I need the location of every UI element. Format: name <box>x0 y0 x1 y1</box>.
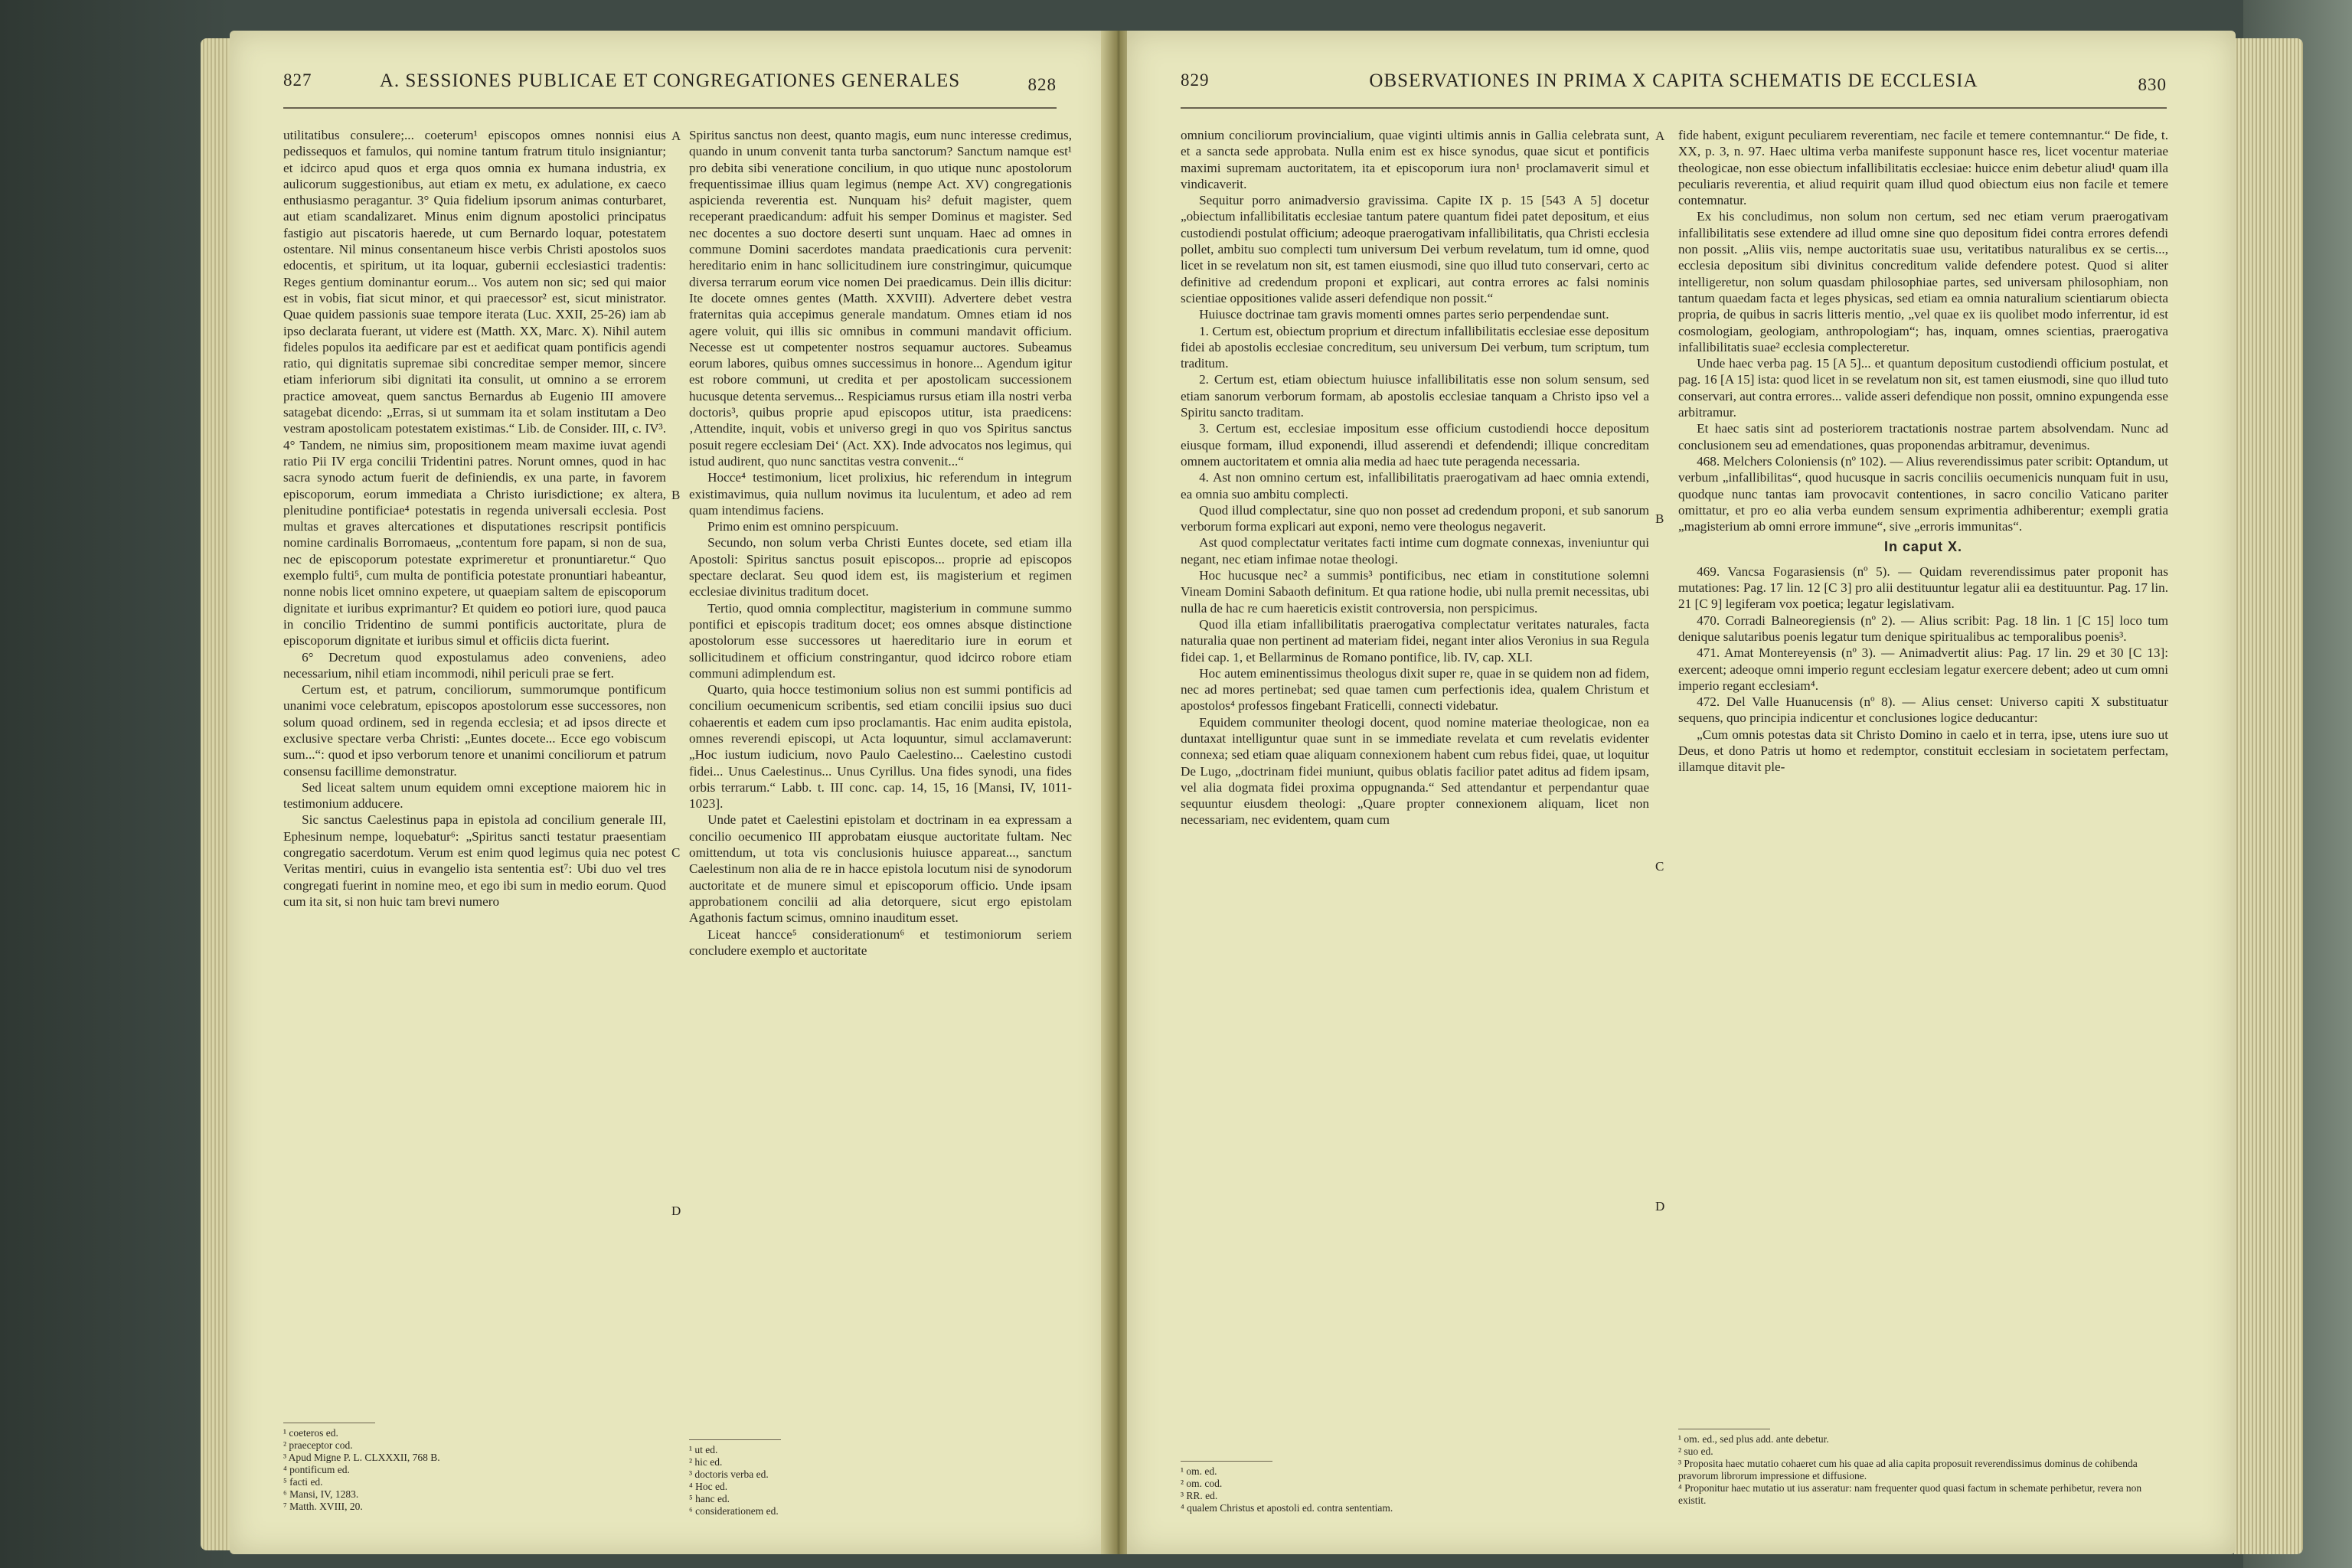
left-page <box>230 31 1110 1554</box>
footnote: ¹ coeteros ed. <box>283 1427 338 1439</box>
paragraph: 1. Certum est, obiectum proprium et directum infallibilitatis ecclesiae esse depositum fidei ab apostolis ecclesiae concreditum, seu universum Dei verbum, tum scriptum, tum traditum. <box>1181 323 1649 371</box>
paragraph: „Cum omnis potestas data sit Christo Domino in caelo et in terra, ipse, utens iure suo ut Deus, et dono Patris ut homo et redemptor, constituit ecclesiam in societatem perfectam, illamque ditavit ple- <box>1678 727 2168 775</box>
paragraph: 471. Amat Montereyensis (nº 3). — Animadvertit alius: Pag. 17 lin. 29 et 30 [C 13]: exercent; adeoque omni imperio regunt ecclesiam legatur exercere debent; adeo ut cum omni imperio regant ecclesiam⁴. <box>1678 645 2168 693</box>
page-number: 828 <box>1027 75 1057 94</box>
paragraph: utilitatibus consulere;... coeterum¹ episcopos omnes nonnisi eius pedissequos et famulos, qui nomine tantum fratrum titulo insigniantur; et idcirco apud quos et erga quos omnia ex humana industria, ex aulicorum suggestionibus, aut etiam ex metu, ex adulatione, ex caeco enthusiasmo peragantur. 3° Quia fidelium ipsorum animas conturbaret, aut etiam scandalizaret. Minus enim dignum apostolici principatus fastigio aut piscatoris haerede, ut cum Bernardo loquar, potestatem ostentare. Nil minus consentaneum hisce verbis Christi apostolos suos edocentis, et spiritum, ut ita loquar, gubernii ecclesiastici tradentis: Reges gentium dominantur eorum... Vos autem non sic; sed qui maior est in vobis, fiat sicut minor, et qui praecessor² est, sicut ministrator. Quae quidem passionis suae tempore iterata (Luc. XXII, 25-26) iam ab ipso declarata fuerant, ut videre est (Matth. XX, Marc. X). Nihil autem fideles populos ita aedificare par est et aedificat quam pontificis agendi ratio, qui dignitatis supremae sibi concreditae semper memor, sincere etiam inferiorum sibi dignitati ita consulit, ut omnino a se errorem practice amoveat, quem sanctus Bernardus ab Eugenio III amovere satagebat dicendo: „Erras, si ut summam ita et solam institutam a Deo vestram apostolicam potestatem existimas.“ Lib. de Consider. III, c. IV³. 4° Tandem, ne nimius sim, propositionem meam maxime iuvat agendi ratio Pii IV erga concilii Tridentini patres. Norunt omnes, quod in hac sacra synodo actum fuerit de definiendis, ex una parte, in favorem episcoporum, eorum immediata a Christo iurisdictione; ex altera, plenitudine pontificiae⁴ potestatis in regenda universali ecclesia. Post multas et graves altercationes et disputationes rescripsit pontificis nomine cardinalis Borromaeus, „contentum fore papam, si non de sua, nec de episcoporum potestate exprimeretur et pronuntiaretur.“ Quo exemplo fulti⁵, cum multa de pontificia potestate pronuntiari habeantur, nonne nobis licet omnino expetere, ut quaepiam saltem de episcoporum dignitate et iuribus exprimantur? Et quidem eo potiori iure, quod pauca in concilio Tridentino de summi pontificis auctoritate, plura de episcoporum dignitate et iuribus simul et officiis dicta fuerint. <box>283 128 666 648</box>
footnote: ¹ om. ed. <box>1181 1465 1217 1477</box>
paragraph: Ex his concludimus, non solum non certum, sed nec etiam verum praerogativam infallibilitatis sese extendere ad illud omne sine quo depositum fidei contra errores defendi non possit. „Aliis viis, nempe auctoritatis suae usu, veritatibus naturalibus ex se certis..., ecclesia depositum sibi divinitus concreditum valide defendere potest. Quod si aliter intelligeretur, non solum quasdam philosophiae partes, sed universam philosophiam, non tantum quaedam facta et leges physicas, sed etiam ea omnia naturalium scientiarum obiecta propria, de quibus in sacris litteris mentio, „vel quae ex iis quolibet modo inferrentur, id est cosmologiam, geologiam, anthropologiam“; has, inquam, omnes scientias, praerogativa infallibilitatis suae² ecclesia complecteretur. <box>1678 209 2168 354</box>
header-rule <box>283 107 1057 109</box>
paragraph: 4. Ast non omnino certum est, infallibilitatis praerogativam ad haec omnia extendi, ea omnia suo ambitu complecti. <box>1181 470 1649 501</box>
paragraph: 2. Certum est, etiam obiectum huiusce infallibilitatis esse non solum sensum, sed etiam sanorum verborum formam, ab apostolis ecclesiae tanquam a Christo ipso vel a Spiritu sancto traditam. <box>1181 372 1649 420</box>
paragraph: Quod illud complectatur, sine quo non posset ad credendum proponi, et sub sanorum verborum forma explicari aut exponi, nemo vere theologus negaverit. <box>1181 502 1649 534</box>
footnote: ⁷ Matth. XVIII, 20. <box>283 1501 363 1512</box>
paragraph: Primo enim est omnino perspicuum. <box>707 519 899 534</box>
paragraph: Tertio, quod omnia complectitur, magisterium in commune summo pontifici et episcopis traditum docet; eos omnes absque distinctione apostolorum esse successores ut haereditario iure in eorum et sollicitudinem et officium constringantur, quod idcirco robore etiam communi adimplendum est. <box>689 600 1072 681</box>
margin-letter: A <box>671 129 681 143</box>
footnote: ³ RR. ed. <box>1181 1490 1218 1501</box>
paragraph: 6° Decretum quod expostulamus adeo conveniens, adeo necessarium, nihil etiam incommodi, nihil periculi prae se fert. <box>283 649 666 681</box>
paragraph: 468. Melchers Coloniensis (nº 102). — Alius reverendissimus pater scribit: Optandum, ut verbum „infallibilitas“, quod hucusque in sacris conciliis oecumenicis nunquam fuit in usu, quodque nunc tantas iam provocavit contentiones, in sacro concilio Vaticano pariter omittatur, et pro eo alia verba eundem sensum exprimentia adhiberentur; exempli gratia „magisterium ab omni errore immune“, sive „erroris immunitas“. <box>1678 453 2168 534</box>
column-right-1 <box>1181 127 1649 828</box>
paragraph: Unde patet et Caelestini epistolam et doctrinam in ea expressam a concilio oecumenico III approbatam eiusque auctoritate fultam. Nec omittendum, ut tota vis conclusionis huiusce appareat..., sanctum Caelestinum non alia de re in hacce epistola locutum nisi de synodorum auctoritate et de munere simul et episcoporum officio. Unde ipsam approbationem concilii ad alia detorquere, sicut ergo epistolam Agathonis factum scimus, omnino inauditum esset. <box>689 812 1072 926</box>
footnote: ² om. cod. <box>1181 1478 1223 1489</box>
footnote: ⁶ considerationem ed. <box>689 1505 779 1517</box>
paragraph: Et haec satis sint ad posteriorem tractationis nostrae partem absolvendam. Nunc ad conclusionem seu ad emendationes, quas proponendas arbitramur, devenimus. <box>1678 421 2168 452</box>
footnote: ⁴ Hoc ed. <box>689 1481 728 1492</box>
page-number: 827 <box>283 70 312 90</box>
paragraph: Huiusce doctrinae tam gravis momenti omnes partes serio perpendendae sunt. <box>1199 307 1609 322</box>
footnote: ³ Apud Migne P. L. CLXXXII, 768 B. <box>283 1452 440 1463</box>
footnotes-left-2 <box>689 1444 1057 1517</box>
running-title: A. SESSIONES PUBLICAE ET CONGREGATIONES GENERALES <box>379 70 961 91</box>
footnotes-right-1 <box>1181 1465 1640 1514</box>
footnote: ³ Proposita haec mutatio cohaeret cum his quae ad alia capita proposuit reverendissimus dominus de cohibenda pravorum librorum impressione et diffusione. <box>1678 1458 2138 1481</box>
footnote: ⁵ facti ed. <box>283 1476 323 1488</box>
paragraph: 472. Del Valle Huanucensis (nº 8). — Alius censet: Universo capiti X substituatur sequens, quo principia indicentur et conclusiones logice deducantur: <box>1678 694 2168 726</box>
margin-letter: D <box>671 1204 681 1218</box>
header-rule <box>1181 107 2167 109</box>
paragraph: 3. Certum est, ecclesiae impositum esse officium custodiendi hocce depositum eiusque formam, illud exponendi, illud asserendi et defendendi; illique concreditam omnem auctoritatem et omnia alia media ad haec tute peragenda necessaria. <box>1181 421 1649 469</box>
paragraph: fide habent, exigunt peculiarem reverentiam, nec facile et temere contemnantur.“ De fide, t. XX, p. 3, n. 97. Haec ultima verba manifeste supponunt hasce res, licet vocentur materiae theologicae, non esse obiectum infallibilitatis ecclesiae: huicce enim debetur aliud¹ quam illa peculiaris reverentia, et aliud requirit quam illud quod obiectum eius non facile et temere contemnatur. <box>1678 128 2168 208</box>
paragraph: Hocce⁴ testimonium, licet prolixius, hic referendum in integrum existimavimus, quia nullum novimus ita luculentum, et adeo ad rem quam intendimus faciens. <box>689 470 1072 518</box>
paragraph: 469. Vancsa Fogarasiensis (nº 5). — Quidam reverendissimus pater proponit has mutationes: Pag. 17 lin. 12 [C 3] pro alii destituuntur legatur alii ea destituuntur. Pag. 17 lin. 21 [C 9] legiferam vox poetica; legatur legislativam. <box>1678 564 2168 612</box>
margin-letter: B <box>1655 511 1664 526</box>
paragraph: Equidem communiter theologi docent, quod nomine materiae theologicae, non ea duntaxat intelliguntur quae sunt in se immediate revelata et cum revelatis evidenter connexa; sed etiam quae aliquam connexionem habent cum rebus fidei, quae, ut loquitur De Lugo, „doctrinam fidei muniunt, quibus oblatis facilior patet aditus ad fidem ipsam, vel alia dogmata fidei proxima oppugnanda.“ Sed attendantur et perpendantur quae sequuntur eiusdem theologi: „Quare propter connexionem aliquam, licet non necessariam, nec evidentem, quam cum <box>1181 714 1649 828</box>
paragraph: Spiritus sanctus non deest, quanto magis, eum nunc interesse credimus, quando in unum convenit tanta turba sanctorum? Sanctum namque est¹ pro debita sibi veneratione concilium, in quo utique nunc apostolorum frequentissimae illius quam legimus (nempe Act. XV) congregationis aspicienda reverentia est. Nunquam his² defuit magister, quem receperant praedicandum: adfuit his semper Dominus et magister. Sed nec docentes a suo doctore deserti sunt unquam. Haec ad omnes in commune Domini sacerdotes mandata praedicationis cura pervenit: hereditario enim in hanc sollicitudinem iure constringimur, quicumque diversa terrarum eorum vice nomen Dei praedicamus. Dein illis dicitur: Ite docete omnes gentes (Matth. XXVIII). Advertere debet vestra fraternitas quia accepimus generale mandatum. Omnes etiam id nos agere voluit, qui illis sic omnibus in communi mandavit officium. Necesse est ut competenter nostros sequamur auctores. Subeamus eorum labores, quibus omnes successimus in honore... Agendum igitur est robore communi, ut credita et per apostolicam successionem hucusque detenta servemus... Respiciamus rursus etiam illa nostri verba doctoris³, quibus proprie apud episcopos utitur, ista praedicens: ‚Attendite, inquit, vobis et universo gregi in quo vos Spiritus sanctus posuit regere ecclesiam Dei‘ (Act. XX). Inde advocatos nos legimus, qui istud audirent, quo nunc sanctitas vestra convenit...“ <box>689 128 1072 469</box>
footnote: ⁶ Mansi, IV, 1283. <box>283 1488 359 1500</box>
paragraph: Certum est, et patrum, conciliorum, summorumque pontificum unanimi voce celebratum, episcopos apostolorum esse successores, non solum quoad ordinem, sed in regenda ecclesia; et ad ipsos directe et exclusive spectare verba Christi: „Euntes docete... Ecce ego vobiscum sum...“: quod et ipso verborum tenore et unanimi conciliorum et patrum consensu facillime demonstratur. <box>283 682 666 779</box>
footnote: ⁴ qualem Christus et apostoli ed. contra sententiam. <box>1181 1502 1393 1514</box>
page-edges-left <box>201 38 231 1550</box>
right-page <box>1127 31 2236 1554</box>
footnote: ² suo ed. <box>1678 1446 1713 1457</box>
page-number: 830 <box>2138 75 2167 94</box>
footnote-rule <box>689 1439 781 1440</box>
open-book <box>230 31 2236 1554</box>
page-number: 829 <box>1181 70 1210 90</box>
footnote: ¹ ut ed. <box>689 1444 718 1455</box>
background-left <box>0 0 230 1568</box>
footnotes-left-1 <box>283 1427 651 1513</box>
paragraph: Sequitur porro animadversio gravissima. Capite IX p. 15 [543 A 5] docetur „obiectum infallibilitatis ecclesiae tantum patere quantum fidei patet depositum, et eius custodiendi postulat officium; adeoque praerogativam infallibilitatis, qua Christi ecclesia pollet, ambitu suo complecti tum universum Dei verbum revelatum, tum id omne, quod licet in se revelatum non sit, est tamen eiusmodi, sine quo illud tuto conservari, certo ac definitive ad credendum proponi et explicari, aut contra errores ac falsi nominis scientiae oppositiones valide asseri defendique non possit.“ <box>1181 193 1649 305</box>
paragraph: Secundo, non solum verba Christi Euntes docete, sed etiam illa Apostoli: Spiritus sanctus posuit episcopos... proprie ad episcopos spectare declarat. Seu quod idem est, iis magisterium et regimen ecclesiae divinitus traditum docet. <box>689 535 1072 599</box>
footnote: ⁴ Proponitur haec mutatio ut ius asseratur: nam frequenter quod quasi factum in schemate perhibetur, revera non existit. <box>1678 1482 2142 1506</box>
footnote: ⁴ pontificum ed. <box>283 1464 350 1475</box>
column-right-2 <box>1678 127 2168 776</box>
paragraph: Unde haec verba pag. 15 [A 5]... et quantum depositum custodiendi officium postulat, et pag. 16 [A 15] ista: quod licet in se revelatum non sit, est tamen eiusmodi, sine quo illud tuto conservari, aut contra errores... valide asseri defendique non possit, omnino expungenda esse arbitramur. <box>1678 356 2168 420</box>
running-head-left <box>283 70 1057 116</box>
page-edges-right <box>2234 38 2303 1554</box>
footnote: ² hic ed. <box>689 1456 723 1468</box>
section-heading: In caput X. <box>1883 539 1962 555</box>
margin-letter: C <box>671 845 681 860</box>
paragraph: omnium conciliorum provincialium, quae viginti ultimis annis in Gallia celebrata sunt, et a sancta sede approbata. Nulla enim est ex hisce synodus, quae sicut et pontificis maximi supremam auctoritatem, ita et episcoporum iura non¹ proclamaverit simul et vindicaverit. <box>1181 128 1649 191</box>
margin-letter: C <box>1655 859 1664 874</box>
footnote: ³ doctoris verba ed. <box>689 1468 769 1480</box>
footnote: ¹ om. ed., sed plus add. ante debetur. <box>1678 1433 1829 1445</box>
paragraph: Ast quod complectatur veritates facti intime cum dogmate connexas, inveniuntur qui negant, nec etiam infimae notae theologi. <box>1181 535 1649 567</box>
margin-letter: B <box>671 488 681 502</box>
footnote: ² praeceptor cod. <box>283 1439 353 1451</box>
footnote: ⁵ hanc ed. <box>689 1493 730 1504</box>
column-left-1 <box>283 127 666 910</box>
column-left-2 <box>689 127 1072 959</box>
paragraph: Sic sanctus Caelestinus papa in epistola ad concilium generale III, Ephesinum nempe, loquebatur⁶: „Spiritus sancti testatur praesentiam congregatio sacerdotum. Verum est enim quod legimus quia nec potest Veritas mentiri, cuius in evangelio ista sententia est⁷: Ubi duo vel tres congregati fuerint in nomine meo, et ego ibi sum in medio eorum. Quod cum ita sit, si non huic tam brevi numero <box>283 812 666 909</box>
paragraph: Quod illa etiam infallibilitatis praerogativa complectatur veritates naturales, facta naturalia quae non pertinent ad materiam fidei, negant inter alios Veronius in sua Regula fidei cap. 1, et Bellarminus de Romano pontifice, lib. IV, cap. XLI. <box>1181 616 1649 665</box>
paragraph: Quarto, quia hocce testimonium solius non est summi pontificis ad concilium oecumenicum scribentis, sed etiam concilii ipsius suo duci cohaerentis et eadem cum ipso proclamantis. Hac enim audita epistola, omnes reverendi episcopi, ut Acta loquuntur, simul acclamaverunt: „Hoc iustum iudicium, novo Paulo Caelestino... Caelestino custodi fidei... Unus Caelestinus... Unus Cyrillus. Una fides synodi, una fides orbis terrarum.“ Labb. t. III conc. cap. 14, 15, 16 [Mansi, IV, 1011-1023]. <box>689 682 1072 812</box>
running-head-right <box>1181 70 2167 116</box>
paragraph: Hoc hucusque nec² a summis³ pontificibus, nec etiam in constitutione solemni Vineam Domini Sabaoth definitum. Et qua ratione hodie, ubi nulla premit necessitas, ubi nulla de hac re cum haereticis existit controversia, non perspicimus. <box>1181 568 1649 616</box>
margin-letter: A <box>1655 129 1665 143</box>
footnotes-right-2 <box>1678 1433 2168 1507</box>
paragraph: Sed liceat saltem unum equidem omni exceptione maiorem hic in testimonium adducere. <box>283 779 666 812</box>
running-title: OBSERVATIONES IN PRIMA X CAPITA SCHEMATIS DE ECCLESIA <box>1369 70 1978 91</box>
paragraph: 470. Corradi Balneoregiensis (nº 2). — Alius scribit: Pag. 18 lin. 1 [C 15] loco tum denique salutaribus poenis legatur tum denique spiritualibus ac temporalibus poenis³. <box>1678 612 2168 644</box>
footnote-rule <box>1181 1461 1272 1462</box>
margin-letter: D <box>1655 1199 1665 1214</box>
paragraph: Liceat hancce⁵ considerationum⁶ et testimoniorum seriem concludere exemplo et auctoritate <box>689 926 1072 958</box>
paragraph: Hoc autem eminentissimus theologus dixit super re, quae in se quidem non ad fidem, nec ad mores pertinebat; sed quae tamen cum perfectionis idea, qualem Christum et apostolos⁴ professos fingebant Fraticelli, connecti videbatur. <box>1181 665 1649 714</box>
